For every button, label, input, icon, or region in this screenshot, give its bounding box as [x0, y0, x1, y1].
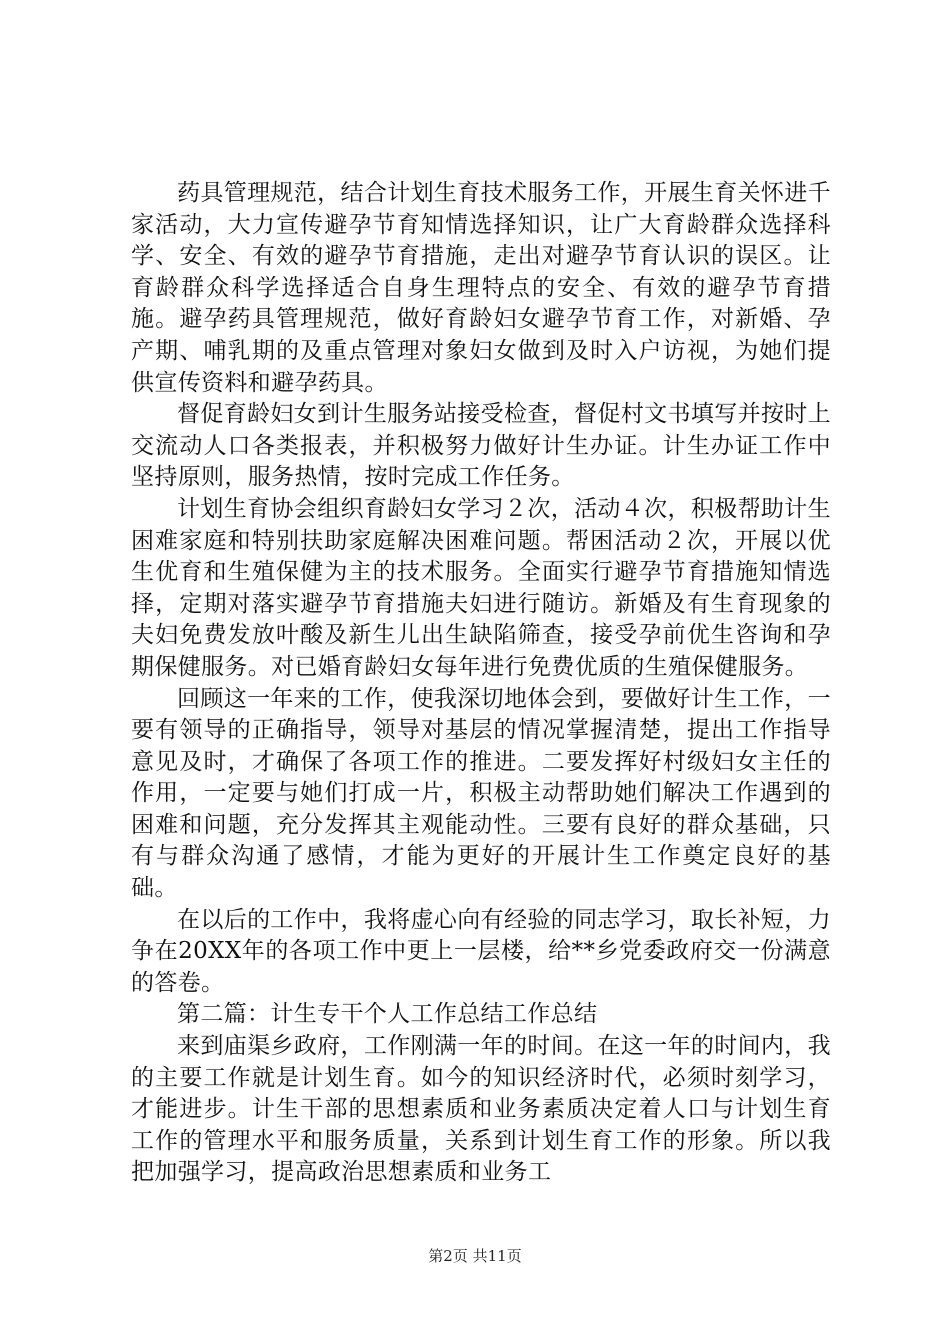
paragraph-5: 在以后的工作中，我将虚心向有经验的同志学习，取长补短，力争在20XX年的各项工作中更上一层楼，给**乡党委政府交一份满意的答卷。	[131, 906, 831, 996]
paragraph-1: 药具管理规范，结合计划生育技术服务工作，开展生育关怀进千家活动，大力宣传避孕节育知情选择知识，让广大育龄群众选择科学、安全、有效的避孕节育措施，走出对避孕节育认识的误区。让育龄群众科学选择适合自身生理特点的安全、有效的避孕节育措施。避孕药具管理规范，做好育龄妇女避孕节育工作，对新婚、孕产期、哺乳期的及重点管理对象妇女做到及时入户访视，为她们提供宣传资料和避孕药具。	[131, 180, 831, 396]
document-body	[131, 178, 831, 1189]
paragraph-6: 来到庙渠乡政府，工作刚满一年的时间。在这一年的时间内，我的主要工作就是计划生育。如今的知识经济时代，必须时刻学习，才能进步。计生干部的思想素质和业务素质决定着人口与计划生育工作的管理水平和服务质量，关系到计划生育工作的形象。所以我把加强学习，提高政治思想素质和业务工	[131, 1033, 831, 1186]
page-footer: 第2页 共11页	[428, 1247, 522, 1265]
paragraph-2: 督促育龄妇女到计生服务站接受检查，督促村文书填写并按时上交流动人口各类报表，并积极努力做好计生办证。计生办证工作中坚持原则，服务热情，按时完成工作任务。	[131, 401, 831, 491]
paragraph-4: 回顾这一年来的工作，使我深切地体会到，要做好计生工作，一要有领导的正确指导，领导对基层的情况掌握清楚，提出工作指导意见及时，才确保了各项工作的推进。二要发挥好村级妇女主任的作用，一定要与她们打成一片，积极主动帮助她们解决工作遇到的困难和问题，充分发挥其主观能动性。三要有良好的群众基础，只有与群众沟通了感情，才能为更好的开展计生工作奠定良好的基础。	[131, 685, 831, 902]
paragraph-3: 计划生育协会组织育龄妇女学习２次，活动４次，积极帮助计生困难家庭和特别扶助家庭解决困难问题。帮困活动２次，开展以优生优育和生殖保健为主的技术服务。全面实行避孕节育措施知情选择，定期对落实避孕节育措施夫妇进行随访。新婚及有生育现象的夫妇免费发放叶酸及新生儿出生缺陷筛查，接受孕前优生咨询和孕期保健服务。对已婚育龄妇女每年进行免费优质的生殖保健服务。	[131, 495, 831, 680]
section-heading: 第二篇：计生专干个人工作总结工作总结	[177, 1001, 598, 1028]
